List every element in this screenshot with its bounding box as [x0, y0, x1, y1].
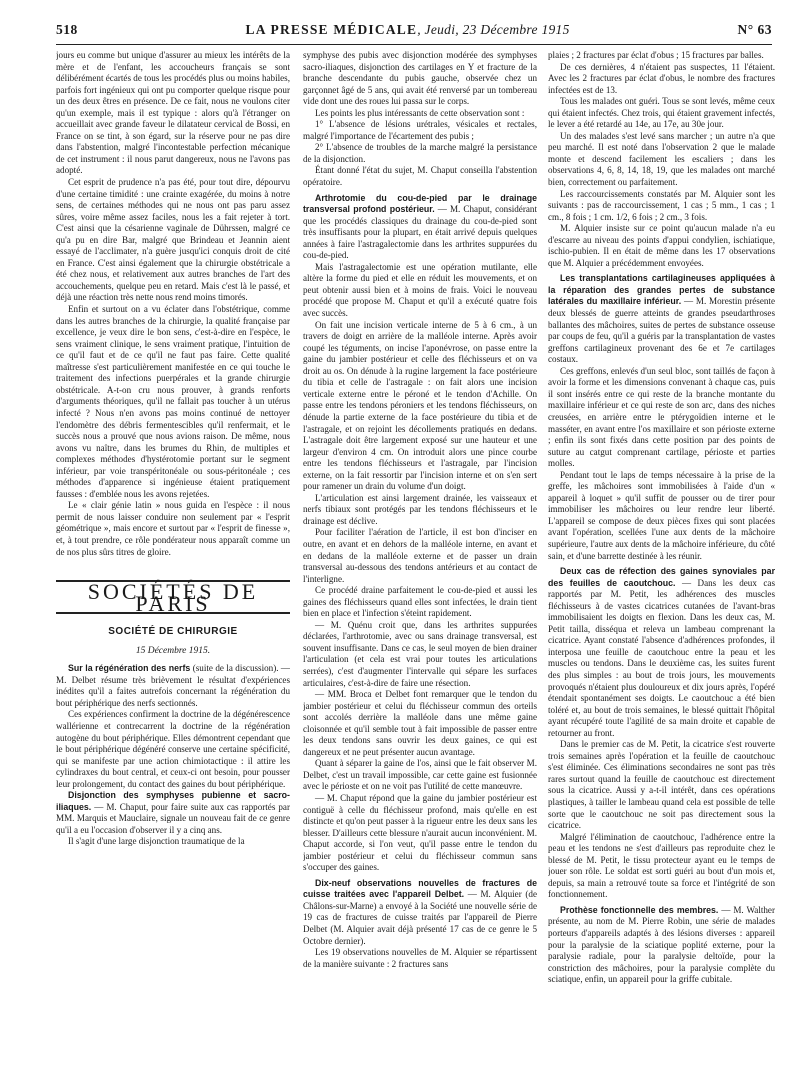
- paragraph: 1° L'absence de lésions urétrales, vésicales et rectales, malgré l'importance de l'écartement des pubis ;: [303, 119, 537, 141]
- article-text: — M. Morestin présente deux blessés de guerre atteints de grandes pseudarthroses ballantes des mâchoires, suites de pertes de substance osseuse par coups de feu, qu'il a guéris par la transplantation de vastes greffons cartilagineux provenant des 6e et 7e cartilages costaux.: [548, 296, 775, 365]
- column-3: [548, 50, 775, 1074]
- paragraph: Ces greffons, enlevés d'un seul bloc, sont taillés de façon à avoir la forme et les dimensions convenant à chaque cas, puis il sont insérés entre ce qui reste de la branche montante du maxillaire inférieur et ce qui reste de son arc, dans des niches creusées, en arrière entre le ptérygoïdien interne et le masséter, en avant entre l'os maxillaire et son périoste externe ; enfin ils sont fixés dans cette position par des points de suture au catgut comprenant cartilage, périoste et parties molles.: [548, 365, 775, 469]
- paragraph: [303, 193, 537, 262]
- column-2: [303, 50, 537, 1074]
- paragraph: — MM. Broca et Delbet font remarquer que le tendon du jambier postérieur et celui du fléchisseur commun des orteils sont accolés derrière la malléole dans une même gaine cloisonnée et qu'il semble tout à fait impossible de passer entre les deux tendons sans ouvrir les deux gaines, ce qui est dangereux et ne peut présenter aucun avantage.: [303, 689, 537, 757]
- paragraph: — M. Quénu croit que, dans les arthrites suppurées déclarées, l'arthrotomie, avec ou sans drainage transversal, est souvent insuffisante. Dans ce cas, le seul moyen de bien drainer l'articulation (et cela est vrai pour toutes les articulations serrées), c'est d'augmenter l'intervalle qui sépare les surfaces articulaires, c'est-à-dire de faire une résection.: [303, 619, 537, 688]
- paragraph: Un des malades s'est levé sans marcher ; un autre n'a que peu marché. Il est noté dans l'observation 2 que le malade monte et descend facilement les escaliers ; dans les observations 4, 6, 8, 14, 18, 19, que les malades ont marché bien, correctement ou parfaitement.: [548, 130, 775, 188]
- paragraph: Malgré l'élimination de caoutchouc, l'adhérence entre la peau et les tendons ne s'est d'ailleurs pas reproduite chez le blessé de M. Petit, le tissu protecteur ayant eu le temps de jouer son rôle. Le soldat est sorti guéri au bout d'un mois et, depuis, sa main a retrouvé toute sa force et l'intégrité de son fonctionnement.: [548, 831, 775, 900]
- article-heading: Arthrotomie du cou-de-pied par le drainage transversal profond postérieur.: [303, 192, 537, 215]
- page-header: [56, 22, 772, 42]
- paragraph: [548, 273, 775, 365]
- paragraph: Les raccourcissements constatés par M. Alquier sont les suivants : pas de raccourcissement, 1 cas ; 5 mm., 1 cas ; 1 cm., 8 fois ; 1 cm. 1/2, 6 fois ; 2 cm., 3 fois.: [548, 188, 775, 222]
- paragraph: M. Alquier insiste sur ce point qu'aucun malade n'a eu d'escarre au niveau des points d'appui condylien, ischiatique, ischio-pubien. Il en était de même dans les 17 observations que M. Alquier a précédemment envoyées.: [548, 223, 775, 268]
- paragraph: [548, 566, 775, 739]
- paragraph: Il s'agit d'une large disjonction traumatique de la: [68, 836, 245, 847]
- paragraph: Dans le premier cas de M. Petit, la cicatrice s'est rouverte trois semaines après l'opération et la feuille de caoutchouc s'est éliminée. Ces éliminations secondaires ne sont pas très rares surtout quand la feuille de caoutchouc est directement sous la cicatrice. Aussi y a-t-il intérêt, dans ces opérations plastiques, à tailler le lambeau quand cela est possible de telle sorte que le caoutchouc ne soit pas directement sous la cicatrice.: [548, 739, 775, 831]
- paragraph: Le « clair génie latin » nous guida en l'espèce : il nous permit de nous laisser conduire non seulement par « l'esprit géométrique », mais encore et surtout par « l'esprit de finesse », et, à tout prendre, ce rôle pondérateur nous apparaît comme un de nos plus sûrs titres de gloire.: [56, 500, 290, 557]
- article-text: — M. Alquier (de Châlons-sur-Marne) a envoyé à la Société une nouvelle série de 19 cas de fractures de cuisse traités par l'appareil de Pierre Delbet (M. Alquier avait déjà présenté 17 cas de ce genre le 5 Octobre dernier).: [303, 889, 537, 946]
- paragraph: Les 19 observations nouvelles de M. Alquier se répartissent de la manière suivante : 2 fractures sans: [303, 947, 537, 969]
- article-text: — M. Chaput, pour faire suite aux cas rapportés par MM. Marquis et Mauclaire, signale un nouveau fait de ce genre qu'il a eu l'occasion d'observer il y a cinq ans.: [56, 801, 290, 835]
- paragraph: Pendant tout le laps de temps nécessaire à la prise de la greffe, les mâchoires sont immobilisées à l'aide d'un « appareil à loquet » qu'il suffit de pousser ou de tirer pour immobiliser les mâchoires ou leur rendre leur liberté. L'appareil se compose de deux pièces fixes qui sont placées avant l'opération, scellées l'une aux dents de la mâchoire supérieure, l'autre aux dents de la mâchoire inférieure, du côté sain, et d'une barrette destinée à les réunir.: [548, 469, 775, 561]
- paragraph: Pour faciliter l'aération de l'article, il est bon d'inciser en outre, en avant et en dehors de la malléole interne, en avant et en dedans de la malléole externe et de passer un drain transversal au-dessous des tendons antérieurs et au contact de l'interligne.: [303, 527, 537, 584]
- article-heading: Deux cas de réfection des gaines synoviales par des feuilles de caoutchouc.: [548, 566, 775, 588]
- paragraph: Étant donné l'état du sujet, M. Chaput conseilla l'abstention opératoire.: [303, 165, 537, 188]
- paragraph: 2° L'absence de troubles de la marche malgré la persistance de la disjonction.: [303, 142, 537, 164]
- journal-name: LA PRESSE MÉDICALE: [245, 22, 418, 37]
- issue-number: N° 63: [737, 22, 772, 37]
- paragraph: Ces expériences confirment la doctrine de la dégénérescence wallérienne et contrecarrent la doctrine de la régénération autogène du bout périphérique. Elles démontrent cependant que le bout périphérique dégénéré conserve une certaine spécificité, qui se manifeste par une action chimiotactique : il attire les cylindraxes du bout central, et ceux-ci ont besoin, pour pousser leur prolongement, du contact des gaines du bout périphérique.: [56, 709, 290, 789]
- header-rule: [56, 44, 772, 45]
- paragraph: jours eu comme but unique d'assurer au mieux les intérêts de la mère et de l'enfant, les accoucheurs français se sont délibérément écartés de tous les procédés plus ou moins habiles, parfois fort ingénieux qui ont pu comporter quelque risque pour un des deux êtres en présence. De ce fait, nous ne voulons citer qu'un exemple, mais il est typique : alors qu'à l'étranger on accueillait avec grande faveur le dilatateur cervical de Bossi, en France on se tint, à son égard, sur la réserve pour ne pas dire dans l'abstention, malgré l'incontestable perfection mécanique de cet instrument : il nous parut dangereux, nous ne l'avons pas adopté.: [56, 50, 290, 176]
- paragraph: Quant à séparer la gaine de l'os, ainsi que le fait observer M. Delbet, c'est un travail impossible, car cette gaine est fusionnée avec le périoste et on ne voit pas l'utilité de cette manœuvre.: [303, 758, 537, 792]
- paragraph: [56, 790, 290, 836]
- section-title: SOCIÉTÉS DE PARIS: [56, 580, 290, 614]
- society-title: SOCIÉTÉ DE CHIRURGIE: [108, 626, 238, 638]
- paragraph: plaies ; 2 fractures par éclat d'obus ; 15 fractures par balles.: [548, 50, 764, 60]
- paragraph: Les points les plus intéressants de cette observation sont :: [315, 107, 525, 118]
- article-heading: Disjonction des symphyses pubienne et sacro-iliaques.: [56, 790, 290, 812]
- paragraph: Ce procédé draine parfaitement le cou-de-pied et aussi les gaines des fléchisseurs quand elles sont infectées, le drain tient bien en place et l'infection s'éteint rapidement.: [303, 585, 537, 619]
- paragraph: [56, 663, 290, 709]
- article-text: (suite de la discussion). — M. Delbet résume très brièvement le résultat d'expériences inédites qu'il a faites autrefois concernant la régénération du bout périphérique des nerfs sectionnés.: [56, 663, 290, 708]
- paragraph: On fait une incision verticale interne de 5 à 6 cm., à un travers de doigt en arrière de la malléole interne. Après avoir coupé les téguments, on incise l'aponévrose, on passe entre la gaine du jambier postérieur et celle des fléchisseurs et on va droit au os. On dénude à la rugine largement la face postérieure du tibia et celle de l'astragale : on fait alors une incision verticale externe entre le péroné et le tendon d'Achille. On passe entre les tendons péroniers et les tendons fléchisseurs, on dénude la partie externe de la face postérieure du tibia et de l'astragale, et on rejoint les décollements pratiqués en dedans. L'astragale doit être largement exposé sur une hauteur et une largeur d'environ 4 cm. On introduit alors une pince courbe entre les tendons fléchisseurs et l'astragale, par l'incision externe, on la fait ressortir par l'incision interne et on s'en sert pour ramener un drain du volume d'un doigt.: [303, 319, 537, 492]
- article-heading: Prothèse fonctionnelle des membres.: [560, 904, 719, 915]
- paragraph: Tous les malades ont guéri. Tous se sont levés, même ceux qui étaient infectés. Chez trois, qui étaient gravement infectés, le lever a été retardé au 14e, au 17e, au 30e jour.: [548, 96, 775, 130]
- article-heading: Sur la régénération des nerfs: [68, 663, 191, 674]
- paragraph: [303, 878, 537, 947]
- page-number: 518: [56, 22, 78, 37]
- paragraph: Cet esprit de prudence n'a pas été, pour tout dire, dépourvu d'une certaine timidité : une crainte exagérée, du moins à notre sens, de certaines méthodes qui ne nous ont pas paru assez sûres, voire même assez faciles, nous les a fait rejeter à tort. C'est ainsi que la césarienne vaginale de Dührssen, malgré ce qu'a pu en dire Bar, malgré que Brindeau et Jeannin aient essayé de l'acclimater, n'a guère jusqu'ici conquis droit de cité en France. C'est ainsi également que la chirurgie obstétricale a été chez nous, et relativement aux autres branches de l'art des accouchements, quelque peu en retard. Mais c'est là le passé, et déjà une réaction très nette nous rend moins timorés.: [56, 177, 290, 303]
- paragraph: De ces dernières, 4 n'étaient pas suspectes, 11 l'étaient. Avec les 2 fractures par éclat d'obus, le nombre des fractures infectées est de 13.: [548, 61, 775, 95]
- article-heading: Dix-neuf observations nouvelles de fractures de cuisse traitées avec l'appareil Delbet.: [303, 877, 537, 900]
- column-1: [56, 50, 290, 1074]
- paragraph: Enfin et surtout on a vu éclater dans l'obstétrique, comme dans les autres branches de la chirurgie, la qualité française par excellence, je veux dire le bon sens, c'est-à-dire en l'espèce, le sens vraiment clinique, le sens vraiment pratique, l'intuition de ce qu'il faut et de ce qu'il ne faut pas faire. Cette qualité maîtresse s'est particulièrement manifestée en ce qui touche le traitement des infections puerpérales et la grande chirurgie obstétricale. A-t-on cru nous prouver, à grands renforts d'arguments théoriques, qu'il ne fallait pas toucher à un utérus infecté ? Nous n'en avons pas moins continué de nettoyer l'endomètre des débris fermentescibles qu'il renfermait, et le succès nous a prouvé que nous avions raison. De même, nous avons vu naître, dans les brumes du Rhin, de multiples et complexes méthodes d'hystérotomie portant sur le segment inférieur, par voie transpéritonéale ou sous-péritonéale ; ces méthodes d'apparence si ingénieuse étaient pratiquement fausses : d'emblée nous les avons rejetées.: [56, 304, 290, 499]
- article-heading: Les transplantations cartilagineuses appliquées à la réparation des grandes pertes de substance latérales du maxillaire inférieur.: [548, 273, 775, 307]
- meeting-date: 15 Décembre 1915.: [135, 645, 211, 656]
- article-text: — M. Chaput, considérant que les procédés classiques du drainage du cou-de-pied sont très insuffisants pour la plupart, en était arrivé depuis quelques années à faire l'astragalectomie dans les arthrites suppurées du cou-de-pied.: [303, 204, 537, 261]
- paragraph: symphyse des pubis avec disjonction modérée des symphyses sacro-iliaques, disjonction des cartilages en Y et fracture de la branche descendante du pubis gauche, observée chez un garçonnet âgé de 5 ans, qui avait été renversé par un tombereau vide dont une des roues lui passa sur le corps.: [303, 50, 537, 107]
- paragraph: [548, 905, 775, 986]
- paragraph: Mais l'astragalectomie est une opération mutilante, elle altère la forme du pied et elle en réduit les mouvements, et on peut obtenir aussi bien et à moins de frais. Voici le nouveau procédé que propose M. Chaput et qu'il a exécuté quatre fois avec succès.: [303, 261, 537, 319]
- paragraph: — M. Chaput répond que la gaine du jambier postérieur est contiguë à celle du fléchisseur profond, mais qu'elle en est distincte et qu'on peut passer à la rigueur entre les deux sans les blesser. D'ailleurs cette blessure n'aurait aucun inconvénient. M. Chaput accorde, si l'on veut, qu'il passe entre le tendon du jambier postérieur et celui du fléchisseur commun sans s'occuper des gaines.: [303, 793, 537, 873]
- journal-title: [246, 22, 570, 38]
- article-text: — M. Walther présente, au nom de M. Pierre Robin, une série de malades porteurs d'appareils adaptés à des lésions diverses : appareil pour la paralysie de la sciatique poplité externe, pour la paralysie radiale, pour la paralysie deltoïde, pour la constriction des mâchoires, pour la paralysie complète du sciatique, enfin, un appareil pour la griffe cubitale.: [548, 904, 775, 985]
- paragraph: L'articulation est ainsi largement drainée, les vaisseaux et nerfs tibiaux sont protégés par les tendons fléchisseurs et le drainage est déclive.: [303, 492, 537, 526]
- issue-date: , Jeudi, 23 Décembre 1915: [417, 22, 570, 37]
- article-text: — Dans les deux cas rapportés par M. Petit, les adhérences des muscles fléchisseurs à de vastes cicatrices cutanées de l'avant-bras immobilisaient les doigts en flexion. Dans les deux cas, M. Petit tailla, disséqua et releva un lambeau comprenant la cicatrice. Ayant constaté l'absence d'adhérences profondes, il interposa une feuille de caoutchouc entre la peau et les muscles ou tendons. Dans le deuxième cas, les suites furent des plus simples : au bout de trois jours, les mouvements provoqués n'étaient plus douloureux et dix jours après, l'opéré étendait spontanément ses doigts. Le caoutchouc a été bien toléré et, au bout de trois semaines, le blessé quittait l'hôpital ayant récupéré toute l'agilité de sa main droite et capable de retourner au front.: [548, 577, 775, 738]
